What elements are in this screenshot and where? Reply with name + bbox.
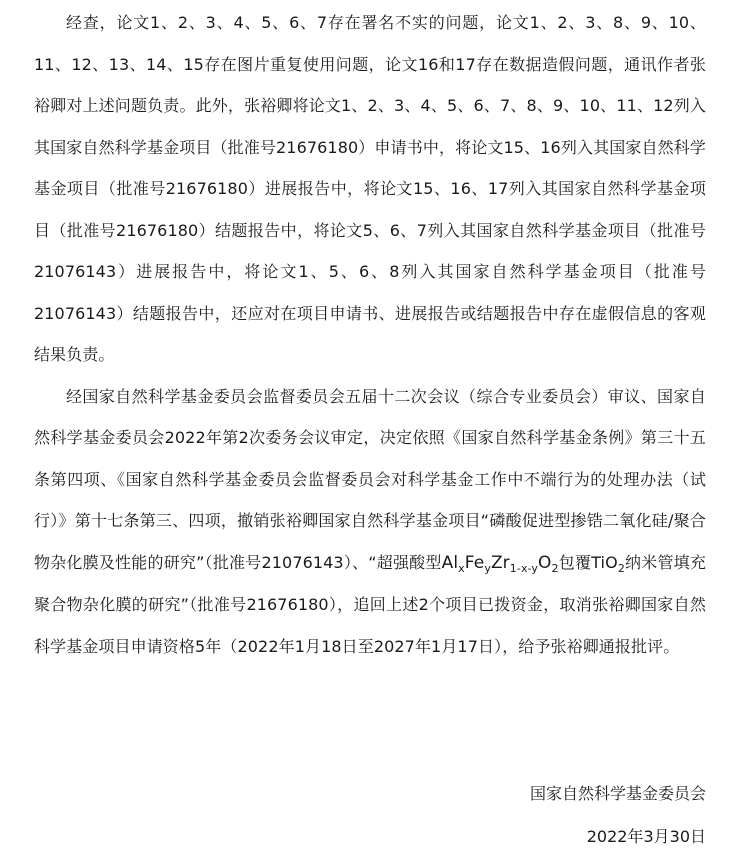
- signature-date: 2022年3月30日: [586, 827, 706, 846]
- formula-subscript-2: 2: [551, 561, 559, 575]
- notice-document: [34, 0, 706, 667]
- tio2-subscript: 2: [617, 561, 625, 575]
- formula-element-al: Al: [441, 552, 459, 573]
- formula-element-zr: Zr: [490, 552, 510, 573]
- signature-organization: 国家自然科学基金委员会: [529, 784, 706, 803]
- formula-subscript-x: x: [458, 561, 465, 575]
- formula-subscript-y: y: [484, 561, 491, 575]
- formula-element-fe: Fe: [464, 552, 485, 573]
- formula-subscript-1-x-y: 1-x-y: [509, 561, 539, 575]
- paragraph-decision: [34, 376, 706, 668]
- paragraph-findings: 经查，论文1、2、3、4、5、6、7存在署名不实的问题，论文1、2、3、8、9、10、11、12、13、14、15存在图片重复使用问题，论文16和17存在数据造假问题，通讯作者张裕卿对上述问题负责。此外，张裕卿将论文1、2、3、4、5、6、7、8、9、10、11、12列入其国家自然科学基金项目（批准号21676180）申请书中，将论文15、16列入其国家自然科学基金项目（批准号21676180）进展报告中，将论文15、16、17列入其国家自然科学基金项目（批准号21676180）结题报告中，将论文5、6、7列入其国家自然科学基金项目（批准号21076143）进展报告中，将论文1、5、6、8列入其国家自然科学基金项目（批准号21076143）结题报告中，还应对在项目申请书、进展报告或结题报告中存在虚假信息的客观结果负责。: [34, 13, 706, 364]
- chemical-formula: [442, 553, 559, 573]
- decision-text-part3: 纳米管填充聚合物杂化膜的研究”（批准号21676180），追回上述2个项目已拨资金，取消张裕卿国家自然科学基金项目申请资格5年（2022年1月18日至2027年1月17日），给予张裕卿通报批评。: [34, 552, 706, 656]
- formula-element-o: O: [538, 552, 552, 573]
- decision-text-part2: 包覆TiO: [558, 552, 618, 572]
- decision-text-part1: 经国家自然科学基金委员会监督委员会五届十二次会议（综合专业委员会）审议、国家自然科学基金委员会2022年第2次委务会议审定，决定依照《国家自然科学基金条例》第三十五条第四项、《国家自然科学基金委员会监督委员会对科学基金工作中不端行为的处理办法（试行）》第十七条第三、四项，撤销张裕卿国家自然科学基金项目“磷酸促进型掺锆二氧化硅/聚合物杂化膜及性能的研究”（批准号21076143）、“超强酸型: [34, 386, 706, 572]
